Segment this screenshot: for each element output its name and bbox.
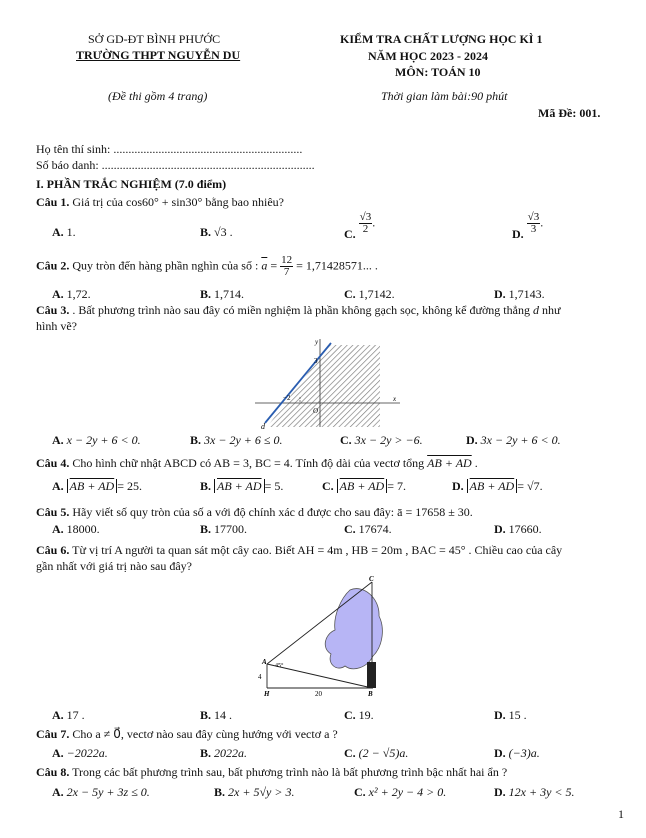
q6-option-b: B. 14 .: [200, 708, 233, 722]
q1-option-b: B. √3 .: [200, 225, 233, 239]
question-2: Câu 2. Quy tròn đến hàng phần nghìn của số : $\overline{a}$ = $\frac{12}{7}$ = 1,71428571... .: [36, 254, 378, 278]
q5-option-a: A. 18000.: [52, 522, 100, 536]
q3-option-b: B. 3x − 2y + 6 ≤ 0.: [190, 433, 283, 447]
x-tick-label: −2: [283, 394, 291, 402]
q8-option-b: B. 2x + 5√y > 3.: [214, 785, 295, 799]
height-label: 4: [258, 673, 262, 681]
exam-title: KIỂM TRA CHẤT LƯỢNG HỌC KÌ 1: [340, 32, 543, 46]
q3-option-c: C. 3x − 2y > −6.: [340, 433, 423, 447]
q6-option-a: A. 17 .: [52, 708, 85, 722]
point-c-label: C: [369, 576, 374, 583]
q4-option-d: D. AB + AD = √7.: [452, 479, 543, 493]
angle-label: 45°: [275, 663, 284, 669]
school-name: TRƯỜNG THPT NGUYỄN DU: [76, 48, 241, 62]
dept-name: SỞ GD-ĐT BÌNH PHƯỚC: [88, 32, 221, 46]
q5-option-d: D. 17660.: [494, 522, 542, 536]
y-axis-label: y: [315, 338, 319, 346]
q2-option-b: B. 1,714.: [200, 287, 245, 301]
question-3-line2: hình vẽ?: [36, 319, 77, 333]
point-b-label: B: [368, 690, 373, 698]
tree-crown: [325, 589, 382, 669]
q5-option-b: B. 17700.: [200, 522, 248, 536]
q8-option-d: D. 12x + 3y < 5.: [494, 785, 575, 799]
q6-option-d: D. 15 .: [494, 708, 527, 722]
tree-trunk: [367, 662, 376, 688]
page-count-note: (Đề thi gồm 4 trang): [108, 89, 208, 103]
q1-option-a: A. 1.: [52, 225, 76, 239]
q3-option-d: D. 3x − 2y + 6 < 0.: [466, 433, 561, 447]
distance-label: 20: [315, 690, 322, 698]
question-7: Câu 7. Cho a ≠ 0⃗, vectơ nào sau đây cùng hướng với vectơ a ?: [36, 727, 338, 741]
section-title: I. PHẦN TRẮC NGHIỆM (7.0 điểm): [36, 177, 227, 191]
question-6: Câu 6. Từ vị trí A người ta quan sát một cây cao. Biết AH = 4m , HB = 20m , BAC = 45° . Chiều cao của cây: [36, 543, 563, 557]
q2-option-a: A. 1,72.: [52, 287, 91, 301]
page-number: 1: [618, 807, 624, 821]
q7-option-b: B. 2022a.: [200, 746, 248, 760]
origin-label: O: [313, 407, 319, 415]
q3-option-a: A. x − 2y + 6 < 0.: [52, 433, 141, 447]
q1-option-d: D. $\frac{√3}{3}$ .: [512, 211, 544, 242]
q4-option-b: B. AB + AD = 5.: [200, 479, 284, 493]
q2-option-c: C. 1,7142.: [344, 287, 395, 301]
q4-option-a: A. AB + AD = 25.: [52, 479, 142, 493]
q6-option-c: C. 19.: [344, 708, 374, 722]
question-5: Câu 5. Hãy viết số quy tròn của số a với độ chính xác d được cho sau đây: ā = 17658 ± 30.: [36, 505, 473, 519]
q8-option-a: A. 2x − 5y + 3z ≤ 0.: [52, 785, 150, 799]
question-1: [36, 195, 284, 210]
q1-option-c: C. $\frac{√3}{2}$ .: [344, 211, 376, 242]
x-axis-label: x: [393, 395, 397, 403]
q8-option-c: C. x² + 2y − 4 > 0.: [354, 785, 447, 799]
question-4: Câu 4. Cho hình chữ nhật ABCD có AB = 3, BC = 4. Tính độ dài của vectơ tổng AB + AD .: [36, 456, 478, 470]
question-3: Câu 3. . Bất phương trình nào sau đây có miền nghiệm là phần không gạch sọc, không kể đường thẳng d như: [36, 303, 561, 317]
y-tick-label: 3: [314, 357, 318, 365]
point-a-label: A: [262, 658, 267, 666]
q3-graph: [255, 335, 405, 430]
question-8: Câu 8. Trong các bất phương trình sau, bất phương trình nào là bất phương trình bậc nhất hai ẩn ?: [36, 765, 508, 779]
point-h-label: H: [264, 690, 270, 698]
q7-option-d: D. (−3)a.: [494, 746, 540, 760]
exam-code: Mã Đề: 001.: [538, 106, 601, 120]
question-label: Câu 1.: [36, 195, 70, 209]
q6-figure: [255, 576, 395, 698]
student-id-field: Số báo danh: .......................................................................: [36, 158, 315, 172]
q7-option-a: A. −2022a.: [52, 746, 108, 760]
question-text: Giá trị của cos60° + sin30° bằng bao nhiêu?: [69, 195, 284, 209]
question-6-line2: gần nhất với giá trị nào sau đây?: [36, 559, 192, 573]
q2-option-d: D. 1,7143.: [494, 287, 545, 301]
q7-option-c: C. (2 − √5)a.: [344, 746, 409, 760]
subject: MÔN: TOÁN 10: [395, 65, 481, 79]
student-name-field: Họ tên thí sinh: ...............................................................: [36, 142, 303, 156]
hatched-region: [267, 345, 380, 427]
duration: Thời gian làm bài:90 phút: [381, 89, 508, 103]
school-year: NĂM HỌC 2023 - 2024: [368, 49, 488, 63]
q4-option-c: C. AB + AD = 7.: [322, 479, 406, 493]
q5-option-c: C. 17674.: [344, 522, 392, 536]
line-d-label: d: [261, 422, 265, 430]
